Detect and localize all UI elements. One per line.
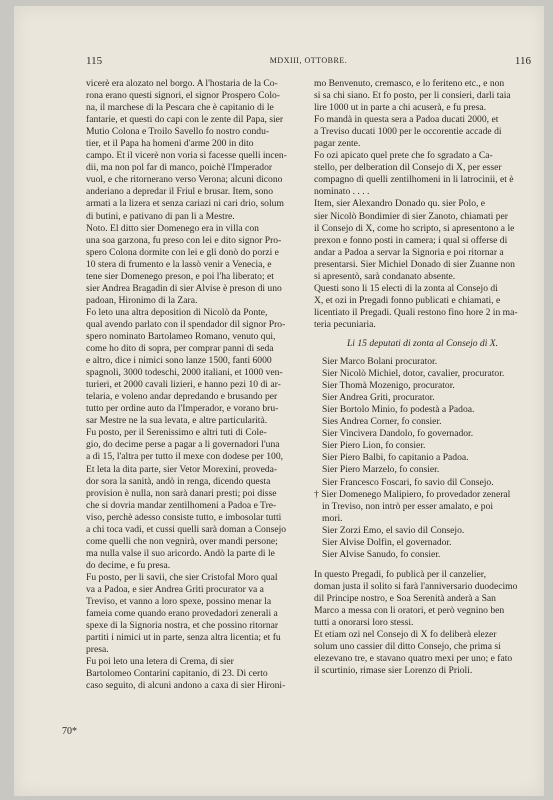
text-line: sier Andrea Bragadin di sier Alvise è preson di uno [86, 282, 282, 294]
deputies-heading: Li 15 deputati di zonta al Consejo di X. [346, 337, 499, 349]
text-line: Treviso, et vanno a loro spexe, possino menar la [86, 596, 272, 608]
text-line: qual avendo parlato con il spendador dil signor Pro- [86, 318, 286, 330]
deputy-list-item: † Sier Domenego Malipiero, fo provedador zeneral [314, 488, 511, 500]
page-number-right: 116 [514, 55, 531, 67]
text-line: di butini, e pativano di pan li a Mestre. [86, 210, 235, 222]
text-line: caso seguito, di alcuni andono a caxa di sier Hironi- [86, 680, 286, 692]
text-line: come ho dito di sopra, per comprar panni di seda [86, 343, 274, 355]
deputy-list-item: Sier Piero Balbi, fo capitanio a Padoa. [322, 452, 469, 464]
text-line: prexon e fonno posti in camera; i qual si offerse di [314, 234, 508, 246]
left-column [86, 78, 296, 692]
text-line: gio, do decime perse a pagar a li governadori l'una [86, 439, 280, 451]
text-line: Fu posto, per il Serenissimo e altri tuti di Cole- [86, 427, 267, 439]
text-line: andar a Padoa a servar la Signoria e poi ritornar a [314, 246, 504, 258]
deputy-list-item: Sier Bortolo Minio, fo podestà a Padoa. [322, 404, 475, 416]
text-line: Mutio Colona e Troilo Savello fo nostro condu- [86, 126, 270, 138]
text-line: Fu posto, per li savii, che sier Cristofal Moro qual [86, 571, 278, 583]
text-line: tutti a onorarsi loro stessi. [314, 617, 414, 629]
text-line: vicerè era alozato nel borgo. A l'hostaria de la Co- [86, 78, 278, 89]
text-line: do decime, e fu presa. [86, 559, 171, 571]
deputy-list-item: Sier Alvise Sanudo, fo consier. [322, 548, 441, 560]
text-line: doman justa il solito si farà l'anniversario duodecimo [314, 580, 518, 592]
text-line: Et leta la dita parte, sier Vetor Morexini, proveda- [86, 463, 278, 475]
text-line: sar Mestre ne la sua levata, e altre particularità. [86, 415, 268, 427]
page-number-left: 115 [86, 55, 103, 67]
text-line: padoan, Hironimo di la Zara. [86, 294, 198, 306]
text-line: una soa garzona, fu preso con lei e dito signor Pro- [86, 234, 282, 246]
text-line: teria pecuniaria. [314, 318, 376, 330]
text-line: na, il marchese di la Pescara che è capitanio di le [86, 102, 274, 114]
margin-folio-note: 70* [62, 726, 77, 737]
text-line: mo Benvenuto, cremasco, e lo feriteno etc., e non [314, 78, 505, 89]
text-line: dil Principe nostro, e Soa Serenità anderà a San [314, 592, 496, 604]
text-line: lire 1000 ut in parte a chi acuserà, e fu presa. [314, 102, 487, 114]
text-line: turieri, et 2000 cavali lizieri, e hanno pezi 10 di ar- [86, 379, 281, 391]
deputy-list-item: Sier Vincivera Dandolo, fo governador. [322, 428, 474, 440]
deputy-list-item: Sier Francesco Foscari, fo savio dil Consejo. [322, 476, 494, 488]
text-line: X, et ozi in Pregadi fonno publicati e chiamati, e [314, 294, 501, 306]
text-line: stello, per delberation dil Consejo di X, per esser [314, 162, 502, 174]
right-column [314, 78, 531, 677]
deputies-list [314, 356, 531, 561]
text-line: anderiano a depredar il Friul e brusar. Item, sono [86, 186, 274, 198]
text-line: come quelli che non vegnirà, over mandi persone; [86, 535, 278, 547]
text-line: rona erano questi signori, el signor Prospero Colo- [86, 90, 280, 102]
text-line: vuol, e che ritornerano verso Verona; alcuni dicono [86, 174, 283, 186]
deputy-list-item: in Treviso, non intrò per esser amalato, e poi [322, 500, 494, 512]
text-line: presa. [86, 644, 109, 656]
text-line: tutto per ordine auto da l'Imperador, e vorano bru- [86, 403, 279, 415]
text-line: Et etiam ozi nel Consejo di X fo deliberà elezer [314, 629, 497, 641]
text-line: Fu poi leto una letera di Crema, di sier [86, 656, 234, 668]
text-line: si sa chi siano. Et fo posto, per li consieri, darli taia [314, 90, 511, 102]
deputy-list-item: Sier Marco Bolani procurator. [322, 356, 438, 368]
text-line: telaria, e voleno andar depredando e brusando per [86, 391, 278, 403]
text-line: fameia come quando erano provedadori zenerali a [86, 608, 278, 620]
text-line: compagno di quelli zentilhomeni in li latrocinii, et è [314, 174, 514, 186]
deputy-list-item: Sier Piero Lion, fo consier. [322, 440, 426, 452]
running-title: MDXIII, OTTOBRE. [269, 56, 348, 65]
text-line: Bartolomeo Contarini capitanio, di 23. Di certo [86, 668, 268, 680]
text-line: spagnoli, 3000 todeschi, 2000 italiani, et 1000 ven- [86, 367, 283, 379]
running-header [86, 55, 531, 69]
text-line: armati a la lizera et senza cariazi ni cari drio, solum [86, 198, 284, 210]
text-line: Fo leto una altra deposition di Nicolò da Ponte, [86, 306, 268, 318]
deputy-list-item: Sier Zorzi Emo, el savio dil Consejo. [322, 524, 465, 536]
deputy-list-item: Sier Alvise Dolfin, el governador. [322, 536, 452, 548]
text-line: 10 stera di frumento e la lassò venir a Venecia, e [86, 258, 272, 270]
text-line: pagar zente. [314, 138, 361, 150]
deputy-list-item: morì. [322, 512, 343, 524]
text-line: licentiato il Pregadi. Quali restono fino hore 2 in ma- [314, 306, 518, 318]
text-line: ma nulla valse il suo aricordo. Andò la parte di le [86, 547, 275, 559]
text-line: Noto. El ditto sier Domenego era in villa con [86, 222, 259, 234]
text-line: Marco a messa con li oratori, et però vegnino ben [314, 604, 505, 616]
text-line: solum uno cassier dil ditto Consejo, che prima si [314, 641, 501, 653]
text-line: elezevano tre, e stavano quatro mexi per uno; e fato [314, 653, 513, 665]
deputy-list-item: Sier Andrea Griti, procurator. [322, 392, 435, 404]
text-line: dii, ma non pol far di manco, poichè l'Imperador [86, 162, 273, 174]
text-line: e altro, dice i nimici sono lanze 1500, fanti 6000 [86, 355, 272, 367]
text-line: il Consejo di X, come ho scripto, si apresentono a le [314, 222, 515, 234]
text-line: Questi sono li 15 electi di la zonta al Consejo di [314, 282, 498, 294]
right-column-text-bottom [314, 569, 531, 677]
text-line: campo. Et il vicerè non voria si facesse quelli incen- [86, 150, 287, 162]
deputy-list-item: Sier Nicolò Michiel, dotor, cavalier, procurator. [322, 368, 505, 380]
text-line: dor sora la sanità, andò in renga, dicendo questa [86, 475, 271, 487]
text-line: tier, et il Papa ha homeni d'arme 200 in dito [86, 138, 254, 150]
deputy-list-item: Sier Piero Marzelo, fo consier. [322, 464, 440, 476]
text-line: sier Nicolò Bondimier di sier Zanoto, chiamati per [314, 210, 508, 222]
text-line: In questo Pregadi, fo publicà per il canzelier, [314, 568, 486, 580]
text-line: provision è nulla, non sarà danari presti; poi disse [86, 487, 277, 499]
text-line: spero Colona dormite con lei e gli donò do porzi e [86, 246, 279, 258]
text-line: Fo mandà in questa sera a Padoa ducati 2000, et [314, 114, 499, 126]
text-line: partiti i nimici ut in parte, senza altra licentia; et fu [86, 632, 281, 644]
text-line: a Treviso ducati 1000 per le occorentie accade di [314, 126, 502, 138]
text-line: spero nominato Bartolameo Romano, venuto qui, [86, 330, 276, 342]
text-line: Item, sier Alexandro Donado qu. sier Polo, e [314, 198, 486, 210]
text-line: presentarsi. Sier Michiel Donado di sier Zuanne non [314, 258, 515, 270]
text-line: a dì 15, l'altra per tutto il mexe con dodese per 100, [86, 451, 284, 463]
text-line: fantarie, et questi do capi con le zente dil Papa, sier [86, 114, 284, 126]
text-line: spexe di la Signoria nostra, et che possino ritornar [86, 620, 279, 632]
text-line: il scurtinio, rimase sier Lorenzo di Prioli. [314, 665, 473, 677]
text-line: che si dovria mandar zentilhomeni a Padoa e Tre- [86, 499, 277, 511]
text-line: si apresentò, sarà condanato absente. [314, 270, 456, 282]
text-line: viso, perchè adesso consiste tutto, e imbosolar tutti [86, 511, 282, 523]
text-line: nominato . . . . [314, 186, 370, 198]
text-line: tene sier Domenego preson, e poi l'ha liberato; et [86, 270, 274, 282]
deputy-list-item: Sies Andrea Corner, fo consier. [322, 416, 442, 428]
text-line: va a Padoa, e sier Andrea Griti procurator va a [86, 583, 264, 595]
book-page [14, 6, 544, 796]
right-column-text-top [314, 78, 531, 331]
deputy-list-item: Sier Thomà Mozenigo, procurator. [322, 380, 455, 392]
text-line: a chi toca vadi, et cussi quelli sarà doman a Consejo [86, 523, 287, 535]
text-line: Fo ozi apicato quel prete che fo sgradato a Ca- [314, 150, 493, 162]
